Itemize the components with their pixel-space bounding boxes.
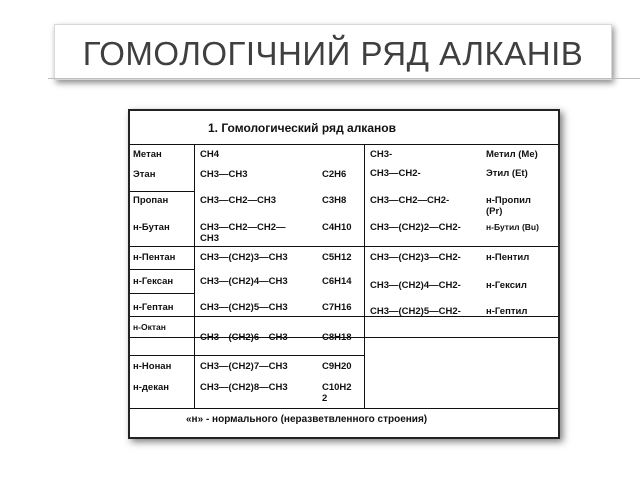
radical-formula: CH3—(CH2)4—CH2-	[370, 280, 461, 291]
slide-title: ГОМОЛОГІЧНИЙ РЯД АЛКАНІВ	[82, 35, 584, 72]
radical-name: н-Гексил	[486, 280, 527, 291]
alkane-molecular: C3H8	[322, 195, 347, 206]
alkane-formula: CH4	[200, 149, 220, 160]
row-divider-4	[130, 293, 194, 294]
alkane-molecular-cont: 2	[322, 393, 328, 404]
alkane-molecular: C5H12	[322, 252, 352, 263]
alkane-formula-cont: CH3	[200, 233, 220, 244]
alkane-molecular: C6H14	[322, 276, 352, 287]
alkane-formula: CH3—(CH2)4—CH3	[200, 276, 288, 287]
alkane-molecular: C8H18	[322, 332, 352, 343]
col-divider-1	[194, 144, 195, 408]
radical-formula: CH3—CH2-	[370, 168, 421, 179]
row-divider-3	[130, 269, 194, 270]
alkane-formula: CH3—(CH2)8—CH3	[200, 382, 288, 393]
alkane-name: н-Гексан	[133, 276, 174, 287]
alkane-name: Пропан	[133, 195, 169, 206]
table-heading: 1. Гомологический ряд алканов	[208, 121, 396, 135]
table-footer-divider	[130, 408, 558, 409]
radical-formula: CH3—CH2—CH2-	[370, 195, 450, 206]
alkane-formula: CH3—(CH2)5—CH3	[200, 302, 288, 313]
alkane-name: н-декан	[133, 382, 169, 393]
slide-title-box	[54, 24, 612, 80]
col-divider-2	[364, 144, 365, 408]
alkane-molecular: C4H10	[322, 222, 352, 233]
row-divider-2	[130, 246, 558, 247]
radical-name: н-Гептил	[486, 306, 528, 317]
radical-name-cont: (Pr)	[486, 206, 503, 217]
alkane-molecular: C7H16	[322, 302, 352, 313]
alkane-molecular: C9H20	[322, 361, 352, 372]
alkane-name: н-Нонан	[133, 361, 172, 372]
alkane-formula: CH3—CH2—CH2—	[200, 222, 286, 233]
alkane-name: Метан	[133, 149, 162, 160]
radical-name: н-Пентил	[486, 252, 530, 263]
row-divider-1	[130, 191, 194, 192]
title-divider	[48, 78, 640, 79]
alkane-formula: CH3—(CH2)6—CH3	[200, 332, 288, 343]
radical-formula: CH3—(CH2)3—CH2-	[370, 252, 461, 263]
radical-formula: CH3—(CH2)5—CH2-	[370, 306, 461, 317]
alkane-name: н-Бутан	[133, 222, 170, 233]
alkane-name: н-Пентан	[133, 252, 176, 263]
alkane-formula: CH3—CH3	[200, 169, 248, 180]
alkane-name: н-Октан	[133, 322, 166, 332]
radical-name: н-Пропил	[486, 195, 531, 206]
alkane-molecular: C10H2	[322, 382, 352, 393]
radical-name: Метил (Me)	[486, 149, 538, 160]
alkane-name: н-Гептан	[133, 302, 174, 313]
radical-formula: CH3—(CH2)2—CH2-	[370, 222, 461, 233]
row-divider-7	[130, 355, 364, 356]
radical-name: Этил (Et)	[486, 168, 528, 179]
alkane-name: Этан	[133, 169, 156, 180]
alkane-table	[128, 109, 560, 439]
alkane-formula: CH3—(CH2)7—CH3	[200, 361, 288, 372]
alkane-molecular: C2H6	[322, 169, 347, 180]
radical-name: н-Бутил (Bu)	[486, 222, 539, 232]
radical-formula: CH3-	[370, 149, 393, 160]
alkane-formula: CH3—(CH2)3—CH3	[200, 252, 288, 263]
alkane-formula: CH3—CH2—CH3	[200, 195, 277, 206]
table-footnote: «н» - нормального (неразветвленного строения)	[186, 414, 428, 425]
